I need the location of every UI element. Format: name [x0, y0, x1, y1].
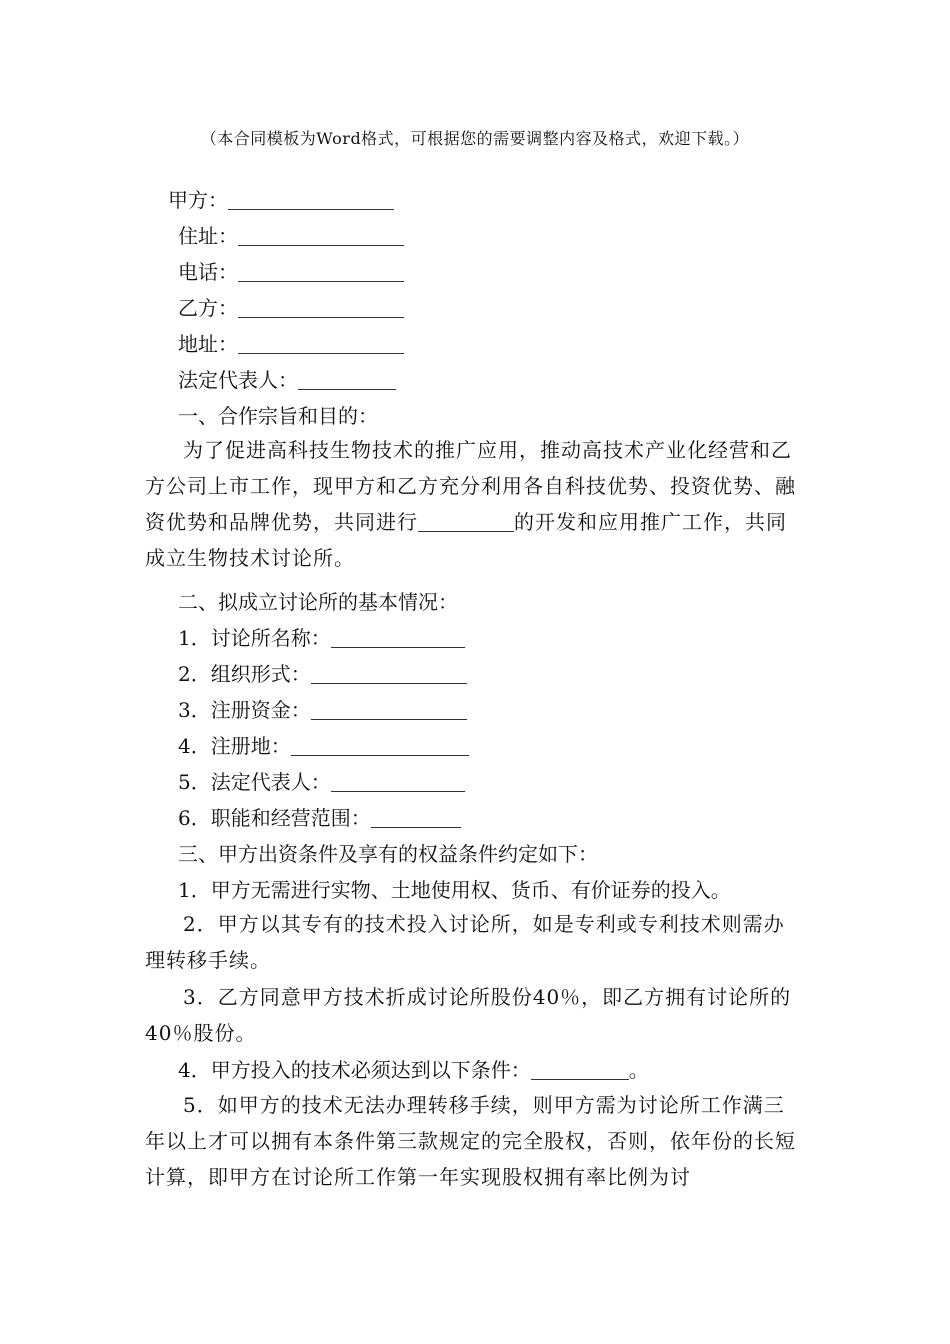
institute-name-blank[interactable]	[331, 627, 465, 648]
reg-capital-line	[178, 698, 467, 722]
reg-place-line	[178, 734, 469, 758]
section2-heading: 二、拟成立讨论所的基本情况：	[178, 590, 458, 614]
business-scope-label: 6．职能和经营范围：	[178, 806, 371, 830]
institute-legal-rep-line	[178, 770, 465, 794]
reg-place-blank[interactable]	[291, 735, 469, 756]
party-b-line	[178, 296, 404, 320]
reg-capital-label: 3．注册资金：	[178, 698, 311, 722]
section1-heading: 一、合作宗旨和目的：	[178, 404, 378, 428]
org-form-line	[178, 662, 467, 686]
address-a-blank[interactable]	[238, 225, 404, 246]
address-a-label: 住址：	[178, 224, 238, 248]
section3-item4-end: 。	[628, 1058, 649, 1082]
address-b-label: 地址：	[178, 332, 238, 356]
section3-item4-text: 4．甲方投入的技术必须达到以下条件：	[178, 1058, 531, 1082]
address-a-line	[178, 224, 404, 248]
org-form-label: 2．组织形式：	[178, 662, 311, 686]
party-b-label: 乙方：	[178, 296, 238, 320]
party-a-line	[168, 188, 394, 212]
template-notice: （本合同模板为Word格式，可根据您的需要调整内容及格式，欢迎下载。）	[200, 129, 750, 148]
tech-conditions-blank[interactable]	[531, 1059, 629, 1080]
business-scope-blank[interactable]	[371, 807, 461, 828]
party-b-blank[interactable]	[238, 297, 404, 318]
section3-item3: 3．乙方同意甲方技术折成讨论所股份40％，即乙方拥有讨论所的40％股份。	[145, 985, 792, 1045]
section1-paragraph	[145, 432, 805, 576]
address-b-blank[interactable]	[238, 333, 404, 354]
phone-line	[178, 260, 404, 284]
party-a-blank[interactable]	[228, 189, 394, 210]
project-name-blank[interactable]	[418, 511, 514, 532]
legal-rep-line	[178, 368, 396, 392]
party-a-label: 甲方：	[168, 188, 228, 212]
section3-item1: 1．甲方无需进行实物、土地使用权、货币、有价证券的投入。	[178, 878, 731, 902]
section1-text-before: 为了促进高科技生物技术的推广应用，推动高技术产业化经营和乙方公司上市工作，现甲方和乙方充分利用各自科技优势、投资优势、融资优势和品牌优势，共同进行	[145, 438, 796, 534]
business-scope-line	[178, 806, 461, 830]
phone-label: 电话：	[178, 260, 238, 284]
org-form-blank[interactable]	[311, 663, 467, 684]
section3-item4	[178, 1058, 649, 1082]
reg-place-label: 4．注册地：	[178, 734, 291, 758]
institute-name-line	[178, 626, 465, 650]
legal-rep-blank[interactable]	[298, 369, 396, 390]
section3-item5: 5．如甲方的技术无法办理转移手续，则甲方需为讨论所工作满三年以上才可以拥有本条件第三款规定的完全股权，否则，依年份的长短计算，即甲方在讨论所工作第一年实现股权拥有率比例为讨	[145, 1093, 796, 1189]
reg-capital-blank[interactable]	[311, 699, 467, 720]
legal-rep-label: 法定代表人：	[178, 368, 298, 392]
section3-item2: 2．甲方以其专有的技术投入讨论所，如是专利或专利技术则需办理转移手续。	[145, 912, 785, 972]
institute-legal-rep-blank[interactable]	[331, 771, 465, 792]
institute-name-label: 1．讨论所名称：	[178, 626, 331, 650]
institute-legal-rep-label: 5．法定代表人：	[178, 770, 331, 794]
section3-heading: 三、甲方出资条件及享有的权益条件约定如下：	[178, 842, 598, 866]
section1-text-after: 的开发和应用推广工作，共同成立生物技术讨论所。	[145, 510, 787, 570]
address-b-line	[178, 332, 404, 356]
phone-blank[interactable]	[238, 261, 404, 282]
